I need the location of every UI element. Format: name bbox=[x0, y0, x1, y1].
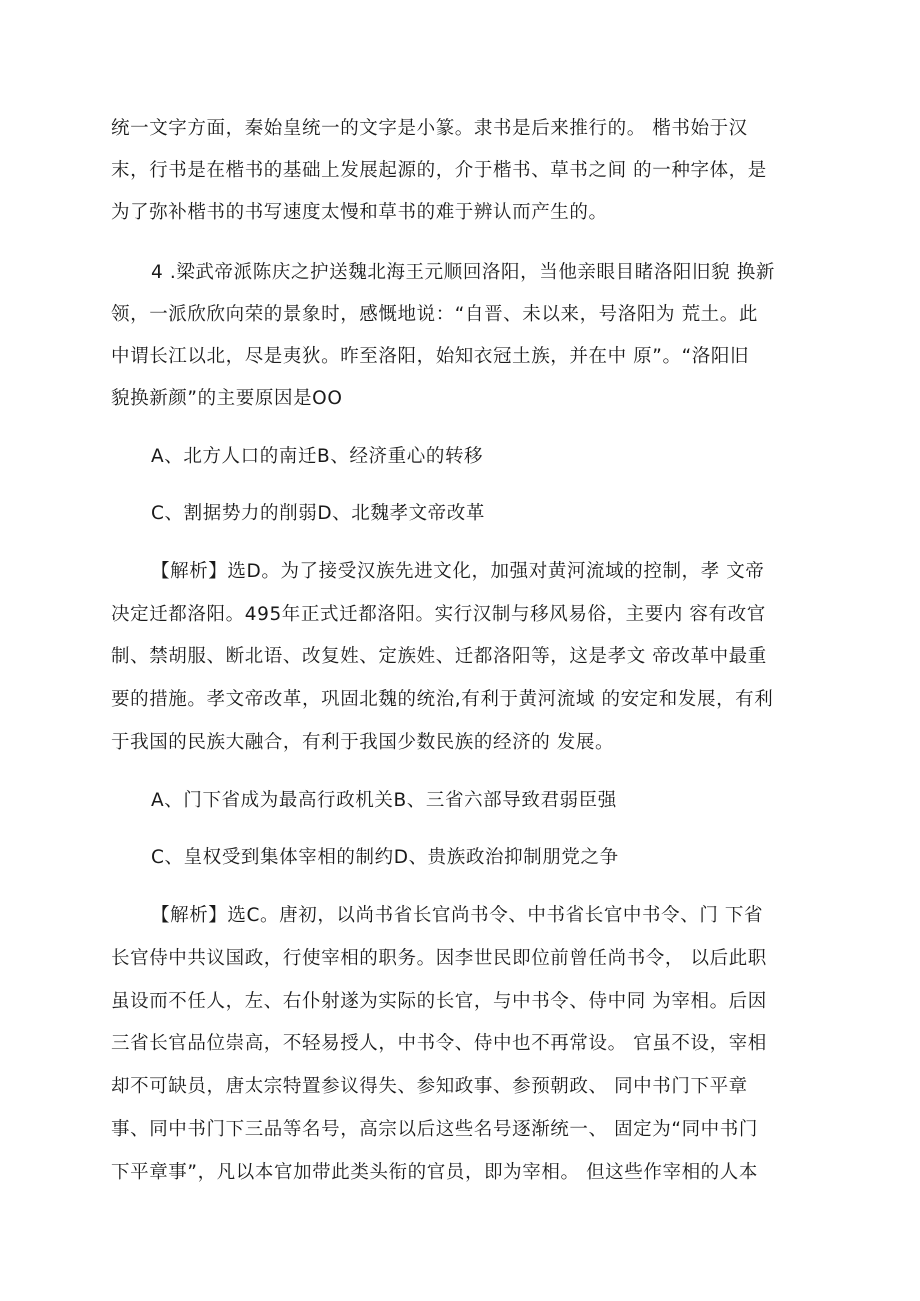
question-4-line-1: 4 .梁武帝派陈庆之护送魏北海王元顺回洛阳，当他亲眼目睹洛阳旧貌 换新 bbox=[151, 262, 775, 283]
q5-analysis-line-3: 虽设而不任人，左、右仆射遂为实际的长官，与中书令、侍中同 为宰相。后因 bbox=[111, 991, 767, 1012]
q5-analysis-line-7: 下平章事”，凡以本官加带此类头衔的官员，即为宰相。 但这些作宰相的人本 bbox=[111, 1162, 758, 1183]
intro-line-1: 统一文字方面，秦始皇统一的文字是小篆。隶书是后来推行的。 楷书始于汉 bbox=[111, 118, 748, 139]
q4-analysis-line-4: 要的措施。孝文帝改革，巩固北魏的统治,有利于黄河流域 的安定和发展，有利 bbox=[111, 689, 774, 710]
q4-analysis-line-5: 于我国的民族大融合，有利于我国少数民族的经济的 发展。 bbox=[111, 732, 615, 753]
q5-analysis-line-6: 事、同中书门下三品等名号，高宗以后这些名号逐渐统一、 固定为“同中书门 bbox=[111, 1119, 758, 1140]
q5-analysis-line-4: 三省长官品位崇高，不轻易授人，中书令、侍中也不再常设。 官虽不设，宰相 bbox=[111, 1033, 767, 1054]
q4-option-ab: A、北方人口的南迁B、经济重心的转移 bbox=[151, 446, 484, 467]
q5-analysis-line-2: 长官侍中共议国政，行使宰相的职务。因李世民即位前曾任尚书令， 以后此职 bbox=[111, 948, 767, 969]
q5-option-ab: A、门下省成为最高行政机关B、三省六部导致君弱臣强 bbox=[151, 790, 617, 811]
q4-analysis-line-1: 【解析】选D。为了接受汉族先进文化，加强对黄河流域的控制，孝 文帝 bbox=[151, 561, 765, 582]
q5-analysis-line-1: 【解析】选C。唐初，以尚书省长官尚书令、中书省长官中书令、门 下省 bbox=[151, 905, 764, 926]
q4-analysis-line-3: 制、禁胡服、断北语、改复姓、定族姓、迁都洛阳等，这是孝文 帝改革中最重 bbox=[111, 646, 767, 667]
question-4-line-2: 领，一派欣欣向荣的景象时，感慨地说：“自晋、未以来，号洛阳为 荒土。此 bbox=[111, 304, 758, 325]
question-4-line-3: 中谓长江以北，尽是夷狄。昨至洛阳，始知衣冠土族，并在中 原”。“洛阳旧 bbox=[111, 346, 750, 367]
q5-option-cd: C、皇权受到集体宰相的制约D、贵族政治抑制朋党之争 bbox=[151, 847, 619, 868]
q5-analysis-line-5: 却不可缺员，唐太宗特置参议得失、参知政事、参预朝政、 同中书门下平章 bbox=[111, 1076, 748, 1097]
intro-line-3: 为了弥补楷书的书写速度太慢和草书的难于辨认而产生的。 bbox=[111, 202, 608, 223]
intro-line-2: 末，行书是在楷书的基础上发展起源的，介于楷书、草书之间 的一种字体，是 bbox=[111, 160, 767, 181]
question-4-line-4: 貌换新颜”的主要原因是OO bbox=[111, 388, 343, 409]
q4-option-cd: C、割据势力的削弱D、北魏孝文帝改革 bbox=[151, 503, 485, 524]
q4-analysis-line-2: 决定迁都洛阳。495年正式迁都洛阳。实行汉制与移风易俗，主要内 容有改官 bbox=[111, 604, 766, 625]
